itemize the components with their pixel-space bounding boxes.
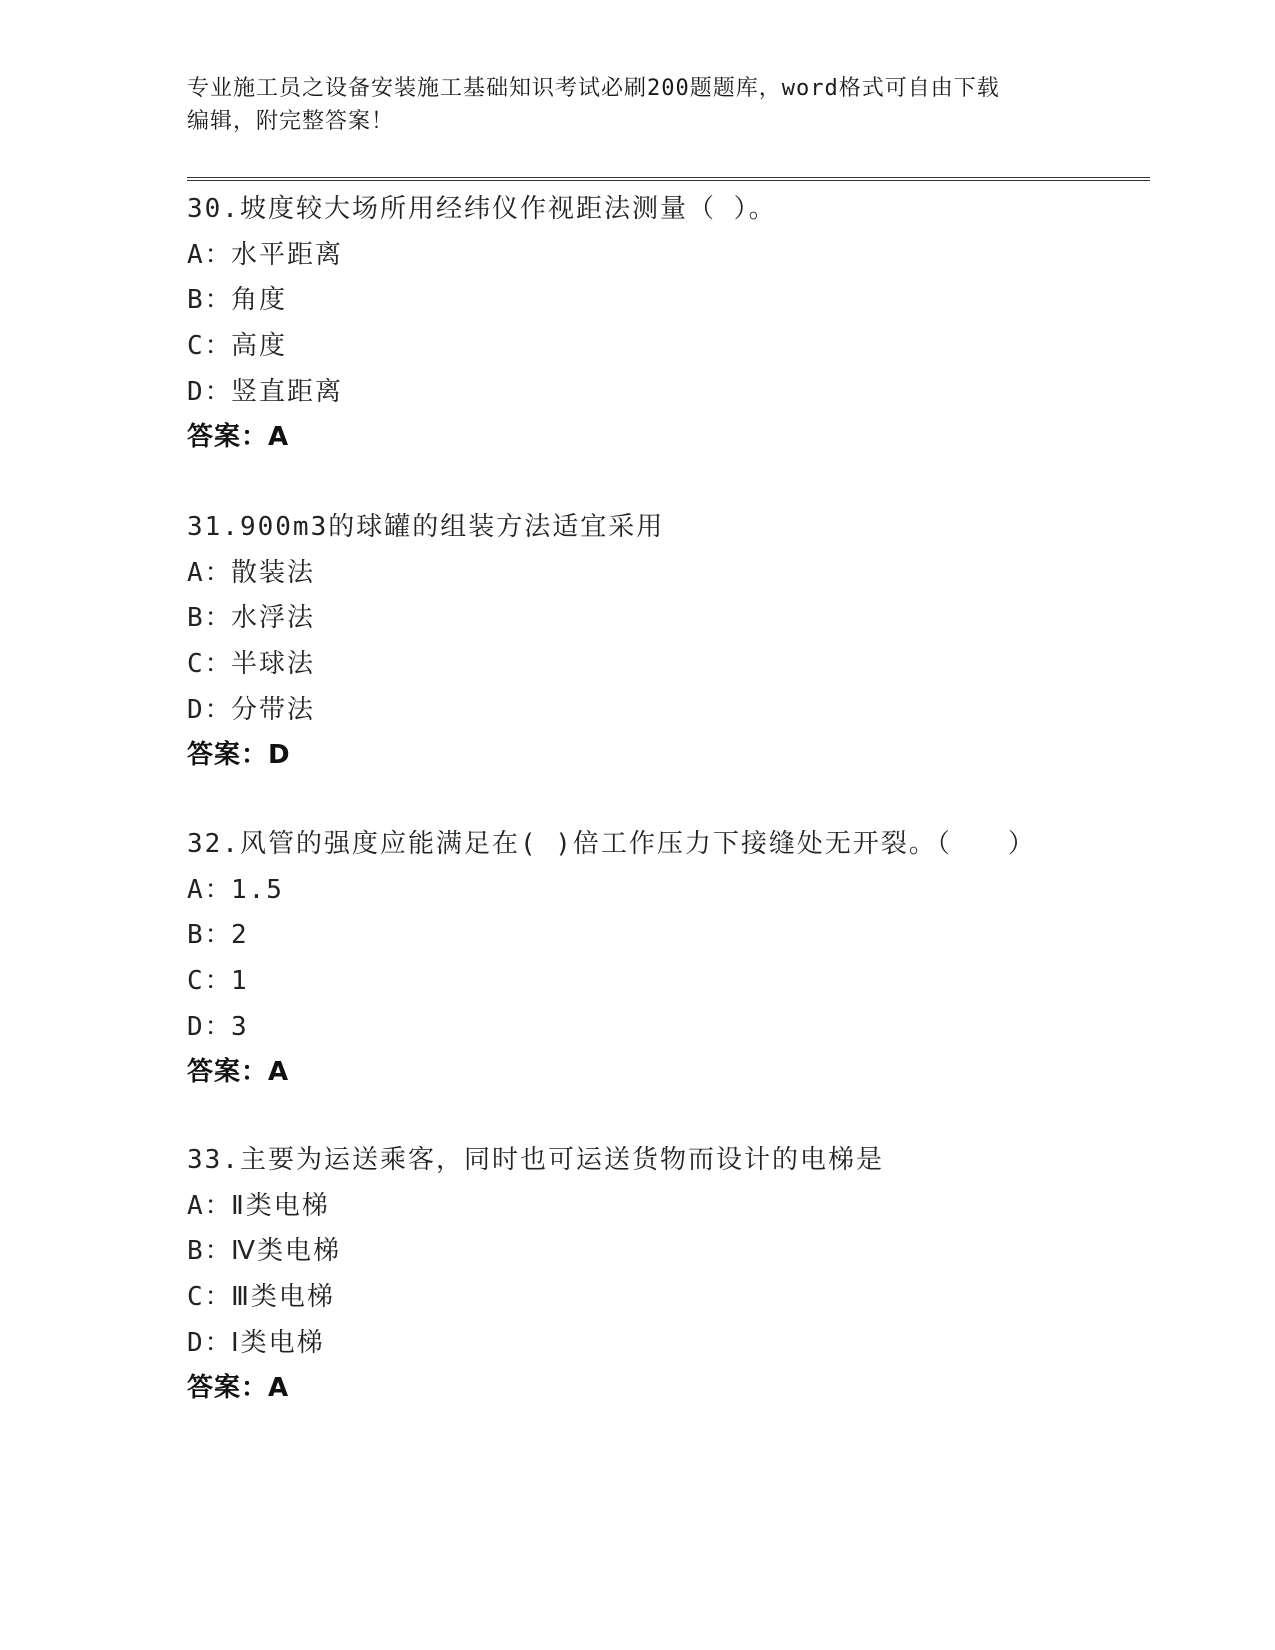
option-text: 散装法 xyxy=(231,557,316,588)
question-stem: 33.主要为运送乘客，同时也可运送货物而设计的电梯是 xyxy=(187,1145,884,1175)
option-d xyxy=(187,370,1147,416)
option-d xyxy=(187,688,1147,734)
option-text: 角度 xyxy=(231,285,288,316)
option-letter: A： xyxy=(187,239,233,270)
question-block xyxy=(187,187,1147,461)
option-text: 水平距离 xyxy=(231,239,344,270)
answer-label: 答案：A xyxy=(187,1373,290,1404)
option-letter: B： xyxy=(187,920,233,951)
option-b xyxy=(187,1229,1147,1275)
option-c xyxy=(187,1275,1147,1321)
option-letter: D： xyxy=(187,694,233,725)
option-a xyxy=(187,551,1147,597)
option-letter: B： xyxy=(187,1236,233,1267)
option-letter: C： xyxy=(187,966,233,997)
option-letter: C： xyxy=(187,649,233,680)
option-a xyxy=(187,868,1147,914)
option-letter: B： xyxy=(187,285,233,316)
option-text: Ⅲ类电梯 xyxy=(231,1282,335,1313)
option-text: Ⅱ类电梯 xyxy=(231,1190,330,1221)
header-line-1: 专业施工员之设备安装施工基础知识考试必刷200题题库，word格式可自由下载 xyxy=(187,76,1000,101)
option-text: 分带法 xyxy=(231,694,316,725)
option-a xyxy=(187,233,1147,279)
option-text: 1.5 xyxy=(231,874,284,905)
option-text: 水浮法 xyxy=(231,603,316,634)
option-text: 半球法 xyxy=(231,649,316,680)
option-text: 3 xyxy=(231,1011,249,1042)
option-text: Ⅳ类电梯 xyxy=(231,1236,341,1267)
question-block xyxy=(187,505,1147,779)
question-block xyxy=(187,1138,1147,1412)
option-letter: D： xyxy=(187,1327,233,1358)
option-d xyxy=(187,1321,1147,1367)
option-text: 高度 xyxy=(231,331,288,362)
option-text: 竖直距离 xyxy=(231,376,344,407)
header-line-2: 编辑，附完整答案！ xyxy=(187,109,395,134)
option-text: 2 xyxy=(231,920,249,951)
header-divider xyxy=(187,177,1150,181)
option-a xyxy=(187,1184,1147,1230)
answer-label: 答案：A xyxy=(187,422,290,453)
option-c xyxy=(187,324,1147,370)
option-c xyxy=(187,959,1147,1005)
option-letter: A： xyxy=(187,874,233,905)
option-b xyxy=(187,278,1147,324)
option-text: 1 xyxy=(231,966,249,997)
option-c xyxy=(187,642,1147,688)
option-text: Ⅰ类电梯 xyxy=(231,1327,325,1358)
question-stem: 30.坡度较大场所用经纬仪作视距法测量（ ）。 xyxy=(187,194,777,224)
question-stem: 32.风管的强度应能满足在( )倍工作压力下接缝处无开裂。（ ） xyxy=(187,829,1036,859)
question-stem: 31.900m3的球罐的组装方法适宜采用 xyxy=(187,512,665,542)
option-letter: D： xyxy=(187,1011,233,1042)
option-b xyxy=(187,596,1147,642)
option-letter: A： xyxy=(187,557,233,588)
option-letter: D： xyxy=(187,376,233,407)
document-header xyxy=(187,72,1067,138)
option-d xyxy=(187,1005,1147,1051)
question-block xyxy=(187,822,1147,1096)
option-letter: B： xyxy=(187,603,233,634)
option-b xyxy=(187,913,1147,959)
option-letter: C： xyxy=(187,331,233,362)
answer-label: 答案：A xyxy=(187,1057,290,1088)
option-letter: C： xyxy=(187,1282,233,1313)
answer-label: 答案：D xyxy=(187,740,291,771)
option-letter: A： xyxy=(187,1190,233,1221)
